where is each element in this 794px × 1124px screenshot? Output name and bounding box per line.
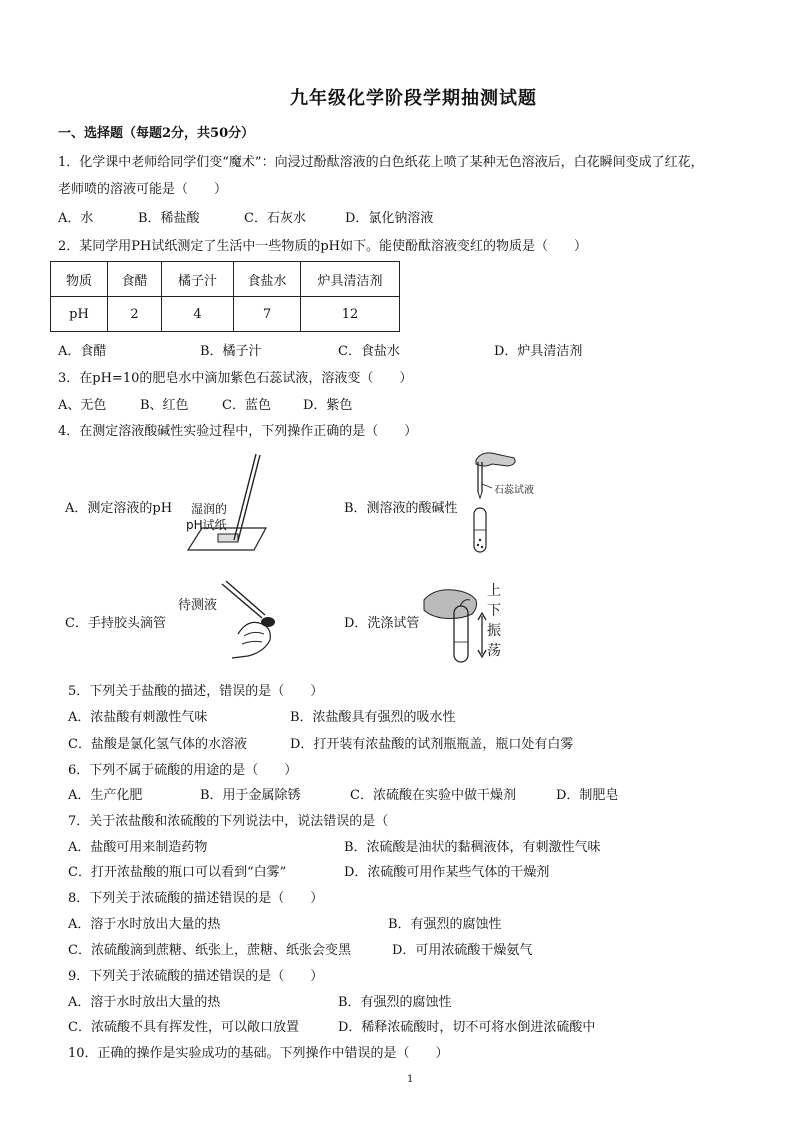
washing-tube-illustration	[420, 580, 482, 666]
label-pending-liquid: 待测液	[178, 598, 218, 613]
q4-option-d: D．洗涤试管	[344, 616, 420, 631]
q10-stem: 10．正确的操作是实验成功的基础。下列操作中错误的是（ ）	[68, 1046, 449, 1061]
q1-option-d: D．氯化钠溶液	[345, 211, 434, 226]
q2-option-c: C．食盐水	[338, 344, 400, 359]
up-down-arrow-icon	[477, 612, 487, 658]
q9-option-a: A．溶于水时放出大量的热	[68, 995, 221, 1010]
q6-stem: 6．下列不属于硫酸的用途的是（ ）	[68, 763, 298, 778]
q5-option-d: D．打开装有浓盐酸的试剂瓶瓶盖，瓶口处有白雾	[290, 737, 574, 752]
q8-option-b: B．有强烈的腐蚀性	[388, 917, 502, 932]
table-cell: 物质	[51, 262, 108, 297]
q4-stem: 4．在测定溶液酸碱性实验过程中，下列操作正确的是（ ）	[58, 424, 418, 439]
q4-option-c: C．手持胶头滴管	[65, 616, 166, 631]
q7-option-c: C．打开浓盐酸的瓶口可以看到“白雾”	[68, 865, 287, 880]
q3-option-c: C．蓝色	[222, 398, 271, 413]
label-wet: 湿润的	[191, 502, 228, 516]
q7-option-a: A．盐酸可用来制造药物	[68, 840, 208, 855]
table-cell: 炉具清洁剂	[301, 262, 400, 297]
q8-stem: 8．下列关于浓硫酸的描述错误的是（ ）	[68, 891, 324, 906]
label-shake-1: 振	[487, 623, 501, 639]
q7-option-b: B．浓硫酸是油状的黏稠液体，有刺激性气味	[344, 840, 601, 855]
q3-stem: 3．在pH=10的肥皂水中滴加紫色石蕊试液，溶液变（ ）	[58, 371, 413, 386]
label-ph-paper: pH试纸	[186, 518, 227, 532]
label-shake-2: 荡	[487, 643, 501, 659]
q7-stem: 7．关于浓盐酸和浓硫酸的下列说法中，说法错误的是（	[68, 814, 389, 829]
table-cell: 12	[301, 297, 400, 332]
table-cell: 2	[108, 297, 162, 332]
page-title: 九年级化学阶段学期抽测试题	[290, 88, 537, 109]
q6-option-a: A．生产化肥	[68, 788, 143, 803]
q2-option-b: B．橘子汁	[200, 344, 262, 359]
table-cell: pH	[51, 297, 108, 332]
q8-option-a: A．溶于水时放出大量的热	[68, 917, 221, 932]
q9-option-b: B．有强烈的腐蚀性	[338, 995, 452, 1010]
q7-option-d: D．浓硫酸可用作某些气体的干燥剂	[344, 865, 550, 880]
table-cell: 食醋	[108, 262, 162, 297]
q3-option-d: D．紫色	[303, 398, 353, 413]
ph-table-value-row	[51, 297, 400, 332]
table-cell: 7	[234, 297, 301, 332]
q3-option-b: B、红色	[140, 398, 189, 413]
ph-table-header-row	[51, 262, 400, 297]
q1-option-c: C．石灰水	[244, 211, 306, 226]
q4-option-b: B．测溶液的酸碱性	[344, 501, 458, 516]
q6-option-b: B．用于金属除锈	[200, 788, 301, 803]
q5-stem: 5．下列关于盐酸的描述，错误的是（ ）	[68, 684, 324, 699]
table-cell: 食盐水	[234, 262, 301, 297]
label-down: 下	[487, 603, 501, 619]
page-number: 1	[407, 1074, 414, 1085]
q3-option-a: A、无色	[58, 398, 107, 413]
q6-option-d: D．制肥皂	[556, 788, 619, 803]
q4-option-a: A．测定溶液的pH	[65, 501, 173, 516]
q5-option-c: C．盐酸是氯化氢气体的水溶液	[68, 737, 247, 752]
q1-stem-line1: 1．化学课中老师给同学们变“魔术”：向浸过酚酞溶液的白色纸花上喷了某种无色溶液后，白花瞬间变成了红花，	[58, 155, 704, 170]
ph-table	[50, 261, 400, 332]
table-cell: 橘子汁	[162, 262, 234, 297]
q8-option-c: C．浓硫酸滴到蔗糖、纸张上，蔗糖、纸张会变黑	[68, 943, 351, 958]
q9-option-c: C．浓硫酸不具有挥发性，可以敞口放置	[68, 1020, 299, 1035]
q5-option-a: A．浓盐酸有刺激性气味	[68, 710, 208, 725]
q9-option-d: D．稀释浓硫酸时，切不可将水倒进浓硫酸中	[338, 1020, 596, 1035]
table-cell: 4	[162, 297, 234, 332]
label-litmus: 石蕊试液	[494, 485, 534, 496]
q8-option-d: D．可用浓硫酸干燥氨气	[392, 943, 533, 958]
q2-stem: 2．某同学用PH试纸测定了生活中一些物质的pH如下。能使酚酞溶液变红的物质是（ ）	[58, 239, 588, 254]
litmus-test-illustration	[462, 448, 524, 556]
q1-stem-line2: 老师喷的溶液可能是（ ）	[58, 182, 228, 197]
q2-option-a: A．食醋	[58, 344, 107, 359]
q1-option-a: A．水	[58, 211, 94, 226]
label-up: 上	[487, 583, 501, 599]
dropper-illustration	[218, 578, 282, 662]
section-heading: 一、选择题（每题2分，共50分）	[58, 126, 255, 141]
q1-option-b: B．稀盐酸	[138, 211, 200, 226]
q6-option-c: C．浓硫酸在实验中做干燥剂	[350, 788, 516, 803]
q5-option-b: B．浓盐酸具有强烈的吸水性	[290, 710, 456, 725]
q9-stem: 9．下列关于浓硫酸的描述错误的是（ ）	[68, 969, 324, 984]
q2-option-d: D．炉具清洁剂	[494, 344, 583, 359]
